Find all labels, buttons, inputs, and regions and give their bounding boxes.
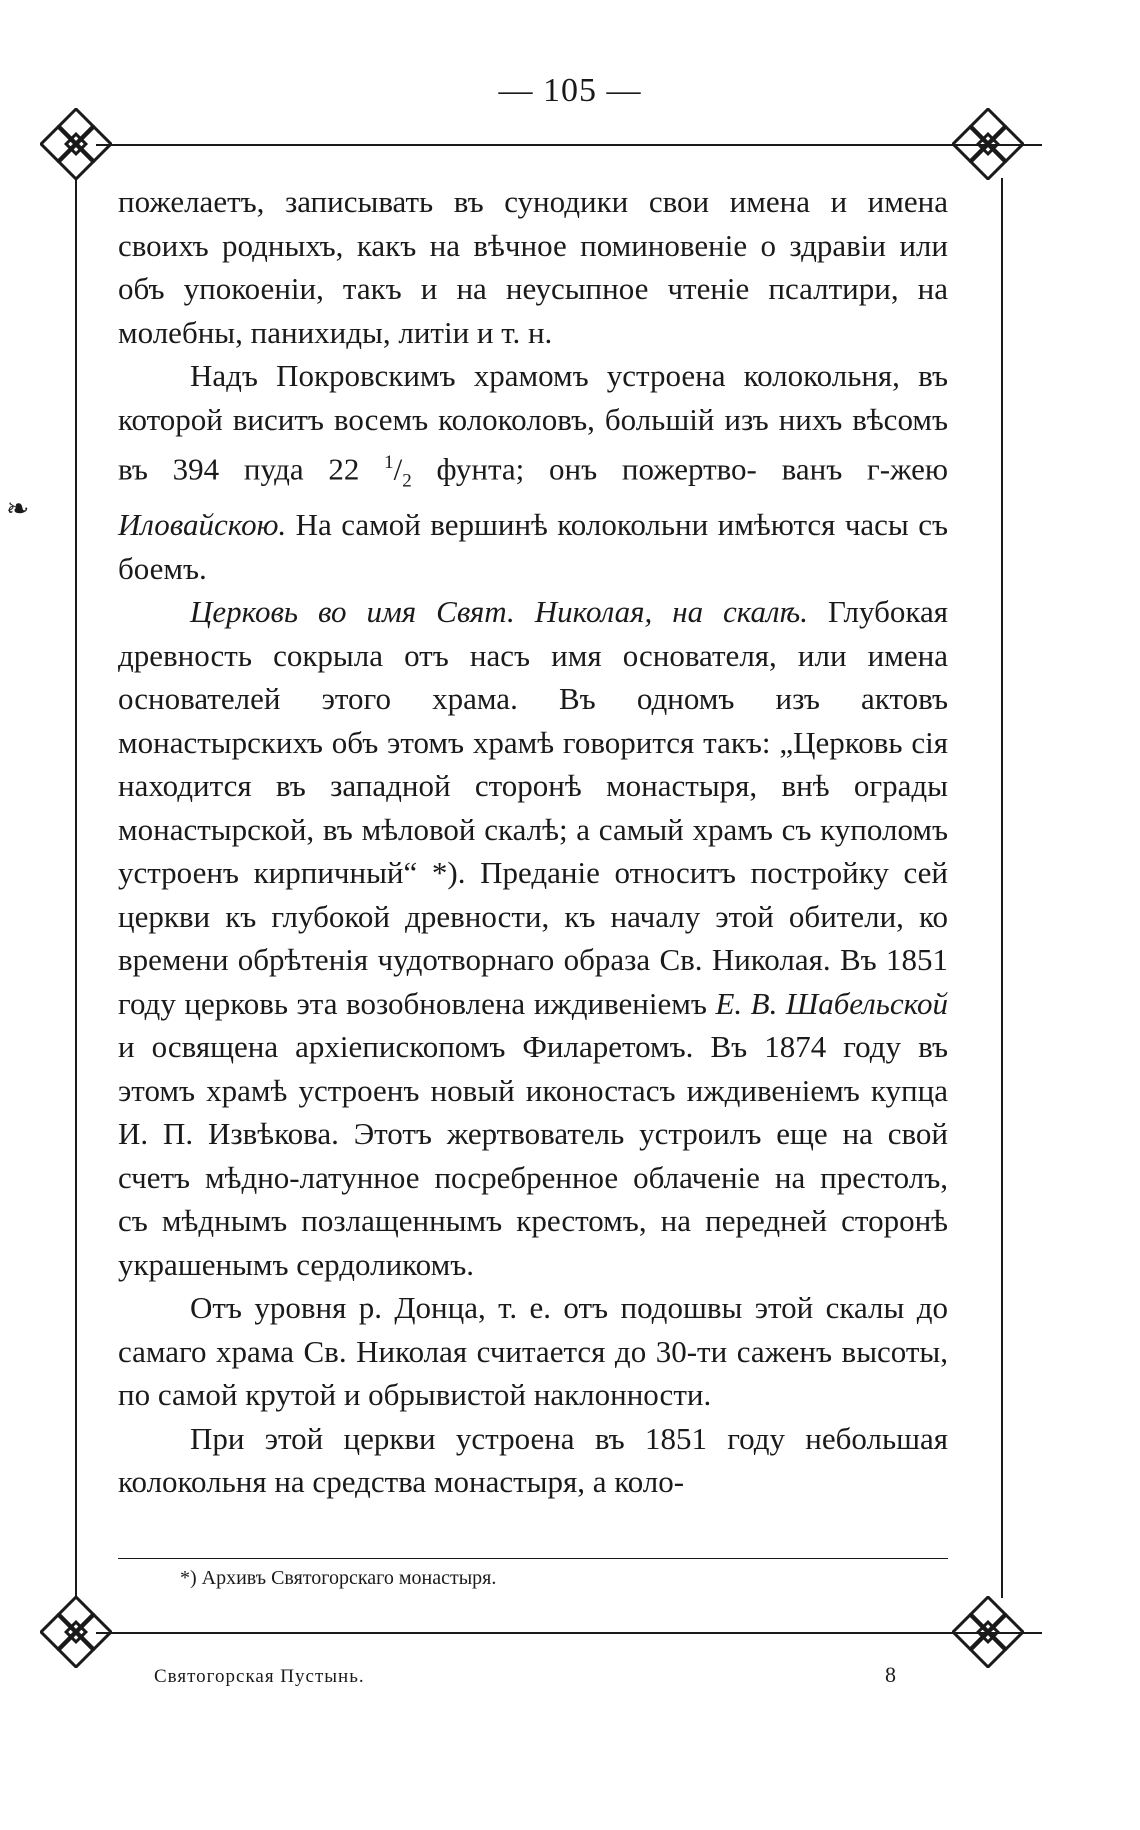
corner-ornament-icon <box>952 1596 1024 1668</box>
donor-name: Иловайскою. <box>118 507 287 543</box>
footnote: *) Архивъ Святогорскаго монастыря. <box>180 1567 497 1589</box>
text-line: о здравіи или объ упокоеніи, такъ и на неусыпное <box>118 227 948 306</box>
frame-left-rule <box>75 178 77 1598</box>
margin-mark: ❧ <box>6 494 30 525</box>
paragraph <box>118 180 948 354</box>
corner-ornament-icon <box>40 1596 112 1668</box>
text-line: имѣются часы съ боемъ. <box>118 507 948 586</box>
page-number: — 105 — <box>498 72 642 109</box>
text-line: ванъ г-жею <box>781 451 948 487</box>
text-line: имена своихъ родныхъ, какъ на вѣчное поминовеніе <box>118 184 948 263</box>
text-line: чтеніе псалтири, на молебны, панихиды, литіи и т. н. <box>118 271 949 350</box>
paragraph: Отъ уровня р. Донца, т. е. отъ подошвы этой скалы до самаго храма Св. Николая считается до 30-ти саженъ высоты, по самой крутой и обрывистой наклонности. <box>118 1290 948 1413</box>
paragraph: При этой церкви устроена въ 1851 году небольшая колокольня на средства монастыря, а коло- <box>118 1420 948 1500</box>
paragraph <box>118 590 948 1286</box>
donor-name: Е. В. Шабельской <box>715 985 948 1021</box>
text-line: На самой вершинѣ колокольни <box>286 507 718 543</box>
fraction-denominator: 2 <box>402 470 412 492</box>
corner-ornament-icon <box>952 108 1024 180</box>
paragraph-text: и освящена архіепископомъ Филаретомъ. Въ 1874 году въ этомъ храмѣ устроенъ новый иконостасъ иждивеніемъ купца И. П. Извѣкова. Этотъ жертвователь устроилъ еще на свой счетъ мѣдно-латунное посребренное облаченіе на престолъ, съ мѣднымъ позлащеннымъ крестомъ, на передней сторонѣ украшенымъ сердоликомъ. <box>118 1029 948 1282</box>
corner-ornament-icon <box>40 108 112 180</box>
text-line: пожелаетъ, записывать въ сунодики свои имена и <box>118 184 868 219</box>
footer-title: Святогорская Пустынь. <box>154 1666 365 1687</box>
section-heading: Церковь во имя Свят. Николая, на скалѣ. <box>190 594 808 630</box>
text-line: нихъ вѣсомъ въ 394 пуда 22 <box>118 401 948 487</box>
main-text <box>118 180 948 1504</box>
fraction-slash: / <box>393 451 403 487</box>
paragraph-text: Глубокая древность сокрыла отъ насъ имя основателя, или имена основателей этого храма. Въ одномъ изъ актовъ монастырскихъ объ этомъ храмѣ говорится такъ: „Церковь сія находится въ западной сторонѣ монастыря, внѣ ограды монастырской, въ мѣловой скалѣ; а самый храмъ съ куполомъ устроенъ кирпичный“ *). Преданіе относитъ постройку сей церкви къ глубокой древности, къ началу этой обители, ко времени обрѣтенія чудотворнаго образа Св. Николая. Въ 1851 году церковь эта возобновлена иждивеніемъ <box>118 594 948 1021</box>
text-line: Надъ Покровскимъ храмомъ устроена колокольня, <box>190 358 919 393</box>
signature-mark: 8 <box>885 1662 896 1687</box>
frame-top-rule <box>96 144 1042 146</box>
frame-bottom-rule <box>96 1632 1042 1634</box>
text-line: въ которой виситъ восемъ колоколовъ, большій изъ <box>118 358 948 437</box>
paragraph <box>118 354 948 590</box>
text-line: фунта; онъ пожертво- <box>411 451 757 487</box>
fraction-numerator: 1 <box>384 452 394 473</box>
frame-right-rule <box>1001 178 1003 1598</box>
footnote-divider <box>118 1558 948 1559</box>
